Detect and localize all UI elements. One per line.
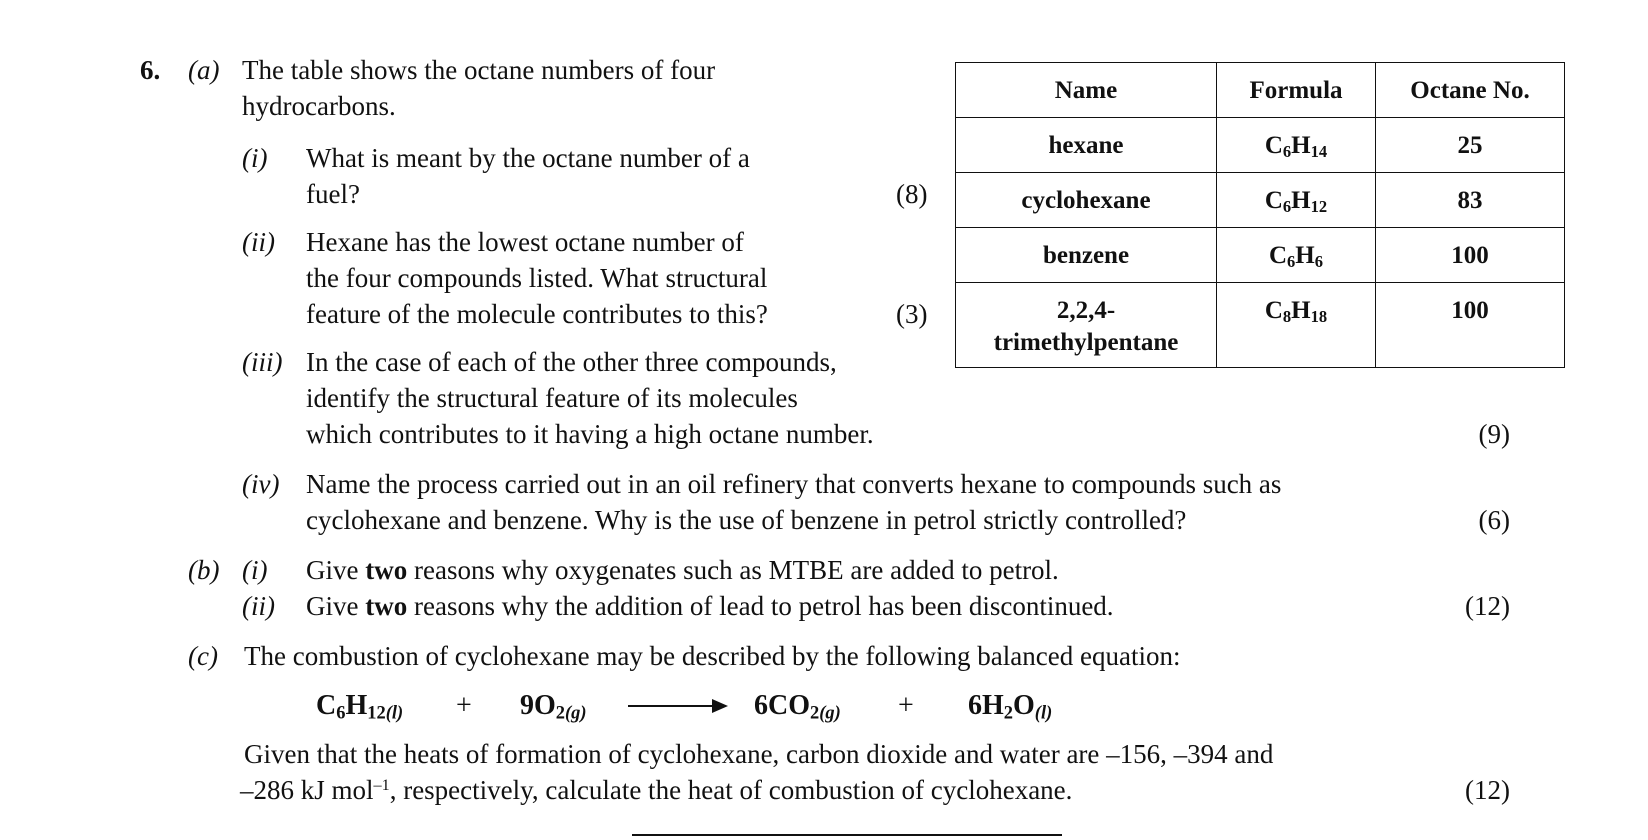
row-formula: $C_6H_{12}$ (1217, 173, 1376, 228)
part-a-ii-line3: feature of the molecule contributes to this? (306, 299, 768, 329)
part-b-i-label: (i) (242, 555, 268, 585)
part-a-i-label: (i) (242, 143, 268, 173)
row-name: 2,2,4- trimethylpentane (956, 283, 1217, 368)
part-b-marks: (12) (1465, 591, 1510, 621)
equation-product-co2: $6CO_{2(g)}$ (754, 690, 841, 723)
part-a-ii-label: (ii) (242, 227, 275, 257)
row-formula: $C_8H_{18}$ (1217, 283, 1376, 368)
equation-reactant-oxygen: $9O_{2(g)}$ (520, 690, 587, 723)
row-name: cyclohexane (956, 173, 1217, 228)
header-name: Name (956, 63, 1217, 118)
table-row (956, 228, 1565, 283)
octane-table (955, 62, 1565, 368)
part-c-marks: (12) (1465, 775, 1510, 805)
equation-reactant-cyclohexane: $C_6H_{12(l)}$ (316, 690, 404, 723)
part-a-intro-line1: The table shows the octane numbers of four (242, 55, 716, 85)
part-a-i-line1: What is meant by the octane number of a (306, 143, 750, 173)
reaction-arrowhead (712, 699, 728, 713)
part-a-iii-line1: In the case of each of the other three compounds, (306, 347, 837, 377)
header-formula: Formula (1217, 63, 1376, 118)
table-row (956, 118, 1565, 173)
part-b-ii-text: Give two reasons why the addition of lead to petrol has been discontinued. (306, 591, 1114, 621)
row-name: benzene (956, 228, 1217, 283)
part-a-i-marks: (8) (896, 179, 928, 209)
part-c-given-line1: Given that the heats of formation of cyclohexane, carbon dioxide and water are –156, –394 and (244, 739, 1274, 769)
part-a-iii-line2: identify the structural feature of its molecules (306, 383, 798, 413)
part-b-ii-label: (ii) (242, 591, 275, 621)
reaction-arrow (628, 705, 718, 707)
part-a-intro-line2: hydrocarbons. (242, 91, 396, 121)
table-header-row (956, 63, 1565, 118)
part-c-intro: The combustion of cyclohexane may be described by the following balanced equation: (244, 641, 1181, 671)
part-a-iv-line2: cyclohexane and benzene. Why is the use of benzene in petrol strictly controlled? (306, 505, 1187, 535)
table-row (956, 173, 1565, 228)
table-row (956, 283, 1565, 368)
part-a-ii-marks: (3) (896, 299, 928, 329)
row-octane: 25 (1376, 118, 1565, 173)
part-a-ii-line1: Hexane has the lowest octane number of (306, 227, 744, 257)
equation-plus-2: + (898, 690, 914, 721)
part-a-iii-marks: (9) (1478, 419, 1510, 449)
row-name: hexane (956, 118, 1217, 173)
part-a-label: (a) (188, 55, 220, 85)
part-a-iii-line3: which contributes to it having a high octane number. (306, 419, 874, 449)
question-number: 6. (140, 55, 161, 85)
end-rule (632, 834, 1062, 836)
part-b-i-text: Give two reasons why oxygenates such as MTBE are added to petrol. (306, 555, 1059, 585)
part-b-label: (b) (188, 555, 220, 585)
part-a-i-line2: fuel? (306, 179, 360, 209)
part-c-label: (c) (188, 641, 218, 671)
part-c-given-line2: –286 kJ mol$^{-1}$, respectively, calculate the heat of combustion of cyclohexane. (240, 775, 1073, 805)
part-a-iv-label: (iv) (242, 469, 280, 499)
equation-plus-1: + (456, 690, 472, 721)
part-a-iii-label: (iii) (242, 347, 283, 377)
part-a-ii-line2: the four compounds listed. What structural (306, 263, 768, 293)
part-a-iv-marks: (6) (1478, 505, 1510, 535)
row-octane: 100 (1376, 283, 1565, 368)
row-octane: 83 (1376, 173, 1565, 228)
row-formula: $C_6H_{14}$ (1217, 118, 1376, 173)
equation-product-water: $6H_2O_{(l)}$ (968, 690, 1053, 723)
row-octane: 100 (1376, 228, 1565, 283)
row-formula: $C_6H_6$ (1217, 228, 1376, 283)
header-octane: Octane No. (1376, 63, 1565, 118)
part-a-iv-line1: Name the process carried out in an oil refinery that converts hexane to compounds such as (306, 469, 1282, 499)
